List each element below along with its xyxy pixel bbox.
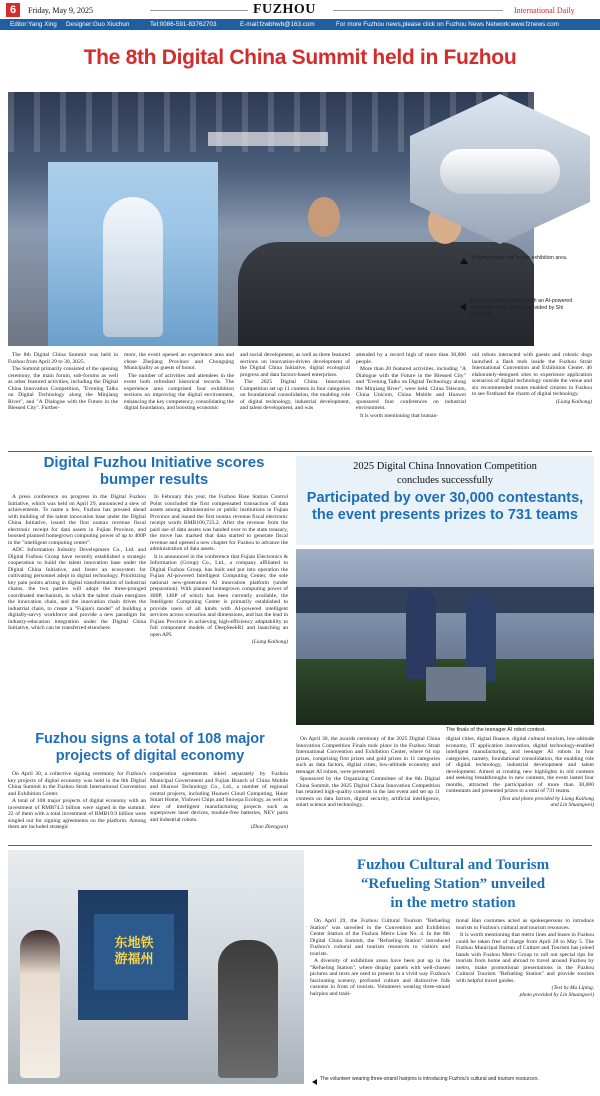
paragraph: digital cities, digital finance, digital cultural tourism, low-altitude economy, IT application innovation, digital technology-enabled intelligent manufacturing, and teenager AI robots in four categories, namely, foundational consolidation, the enabling role of digital technology, industrial development and talent development. Aimed at creating new highlights in old contests and seeking breakthroughs in new contests, the event lasted four months, attracted the participation of more than 30,000 contestants and presented prizes to a total of 731 teams. xyxy=(446,736,594,794)
station-headline-2: “Refueling Station” unveiled xyxy=(360,876,546,892)
volunteer xyxy=(20,930,60,1078)
masthead xyxy=(0,0,600,30)
station-col-2 xyxy=(456,918,594,998)
station-credit-2: photo provided by Lin Shuangwei) xyxy=(519,991,594,998)
station-col-1 xyxy=(310,918,450,998)
competition-headline: Participated by over 30,000 contestants, the event presents prizes to 731 teams xyxy=(306,490,584,523)
paragraph: ADC Information Industry Development Co., Ltd. and Digital Fuzhou Group have recently established a strategic cooperation to build the talent innovation base under the Digital China Initiative, and foster an ecosystem for cultivating personnel adept in digital technology. Prioritizing key pain points arising in digital transformation of industrial chains, the two parties will adopt the three-pronged coordinated mechanism, in which the talent chain energizes the innovation chain, and the innovation chain drives the industrial chain, to create a "Fujian's model" of building a digitally-savvy workforce and provide a new paradigm for industry-education integration under the Digital China Initiative, which can be transferred elsewhere. xyxy=(8,547,146,631)
competition-credit-1: (Text and photo provided by Liang Kaihong xyxy=(499,795,594,802)
competition-kicker-1: 2025 Digital China Innovation Competition xyxy=(353,461,537,472)
email-link[interactable]: E-mail:fzwbhwb@163.com xyxy=(240,21,315,28)
page-number: 6 xyxy=(9,4,17,16)
panel-sign-text: 东地铁 游福州 xyxy=(114,936,154,967)
page-number-badge xyxy=(6,3,20,17)
initiative-col-2 xyxy=(150,494,288,646)
paper-name: FUZHOU xyxy=(253,2,316,17)
lead-credit: (Liang Kaihong) xyxy=(555,398,592,405)
projects-credit: (Zhao Zhengyan) xyxy=(250,824,288,830)
competition-kicker-2: concludes successfully xyxy=(397,475,493,486)
station-headline-3: in the metro station xyxy=(390,895,516,911)
projects-col-2 xyxy=(150,771,288,831)
section-divider xyxy=(8,451,592,452)
lead-col-3 xyxy=(240,352,350,413)
lead-col-2 xyxy=(124,352,234,413)
paragraph: A total of 108 major projects of digital economy with an investment of RMB74.3 billion were signed in the summit. 22 of them with a total investment of RMB19.9 billion were singled out for signing agreements on the platform. Among them are included strategic xyxy=(8,798,146,830)
paragraph: On April 30, the awards ceremony of the 2025 Digital China Innovation Competition Finals took place in the Fuzhou Strait International Convention and Exhibition Center, where 64 top prizes, comprising first prizes and gold prizes in 11 categories such as data factors, digital cities, low-altitude economy and teenager AI robots, were presented. xyxy=(296,736,440,775)
initiative-headline: Digital Fuzhou Initiative scores bumper results xyxy=(43,454,265,488)
paragraph: A diversity of exhibition areas have been put up in the "Refueling Station", where display panels with well-chosen pictures and texts are used to present in a vivid way Fuzhou's fascinating scenery, profound culture and distinctive folk customs in front of tourists. Volunteers wearing three-strand hairpins and tradi- xyxy=(310,958,450,997)
paragraph: It is worth mentioning that metro lines and buses in Fuzhou could be taken free of charge from April 28 to May 5. The Fuzhou Municipal Bureau of Culture and Tourism has joined hands with Fuzhou Metro Group to roll out special tips for tourists from home and abroad to travel around Fuzhou by metro, make promotional presentations in the Fuzhou Cultural Tourism "Refueling Station" and provide tourists with helpful travel guides. xyxy=(456,932,594,984)
caption-arrow-up-icon xyxy=(460,258,468,264)
paragraph: The 8th Digital China Summit was held in Fuzhou from April 29 to 30, 2025. xyxy=(8,352,118,365)
paragraph: attended by a record high of more than 30,000 people. xyxy=(356,352,466,365)
paragraph: On April 29, the Fuzhou Cultural Tourism "Refueling Station" was unveiled in the Convention and Exhibition Center Station of the Fuzhou Metro Line No. 4. In the 8th Digital China Summit, the "Refueling Station" introduced Fuzhou's cultural and tourism resources to visitors and tourists. xyxy=(310,918,450,957)
panel-sign xyxy=(94,914,174,990)
visitors xyxy=(218,940,278,1078)
humanoid-robot xyxy=(103,197,163,337)
visitor-head-1 xyxy=(308,197,340,237)
editor-credit: Editor:Yang Xing xyxy=(10,21,57,28)
station-photo-caption: The volunteer wearing three-strand hairpins is introducing Fuzhou's cultural and tourism resources. xyxy=(320,1076,539,1082)
paragraph: On April 30, a collective signing ceremony for Fuzhou's key projects of digital economy was held in the 8th Digital China Summit in the Fuzhou Strait International Convention and Exhibition Center. xyxy=(8,771,146,797)
initiative-col-1 xyxy=(8,494,146,633)
paragraph: Sponsored by the Organizing Committee of the 8th Digital China Summit, the 2025 Digital China Innovation Competition has retained high-quality contests in the last event and set up 11 contests on data factors, digital security, artificial intelligence, smart science and technology, xyxy=(296,776,440,808)
info-bar xyxy=(0,19,600,30)
projects-col-1 xyxy=(8,771,146,832)
paragraph: In February this year, the Fuzhou Base Station Control Point concluded the first compensated transaction of data assets among administrative or public institutions in Fujian Province and issued the first nontax revenue fiscal electronic receipt worth RMB100,723.2. After the revenue from the paid use of data assets was handed over to the state treasury, the move has marked that data started to generate fiscal revenue and opened a new chapter for Fuzhou to advance the administration of data assets. xyxy=(150,494,288,552)
paragraph: A press conference on progress in the Digital Fuzhou Initiative, which was held on April 29, announced a slew of achievements. To name a few, Fuzhou has pressed ahead with building of the talent innovation base under the Digital China Initiative, issued the first nontax revenue fiscal electronic receipt for data assets in Fujian Province, and boosted planned homegrown computing power of up to 400P in the "intelligent computing center". xyxy=(8,494,146,546)
paragraph: and social development, as well as three featured sections on innovation-driven development of the Digital China Initiative, digital ecological progress and data factors-based enterprises. xyxy=(240,352,350,378)
section-name: International Daily xyxy=(514,6,575,15)
competition-col-2 xyxy=(446,736,594,809)
website-link[interactable]: For more Fuzhou news,please click on Fuzhou News Network:www.fznews.com xyxy=(336,21,559,28)
lead-headline: The 8th Digital China Summit held in Fuzhou xyxy=(83,46,517,69)
paragraph: oid robots interacted with guests and robotic dogs launched a flash mob inside the Fuzhou Strait International Convention and Exhibition Center. 46 elaborately-designed sites to experience application scenarios of digital technology outside the venue and six recommended routes enabled citizens in Fuzhou to see firsthand the charm of digital technology. xyxy=(472,352,592,397)
exhibit-sign xyxy=(208,132,328,146)
lead-col-5 xyxy=(472,352,592,405)
contest-banner xyxy=(296,587,594,613)
designer-credit: Designer:Guo Xiuchun xyxy=(66,21,130,28)
paragraph: The Summit primarily consisted of the opening ceremony, the main forum, sub-forums as well as other featured activities, including the Digital China Innovation Competition, "Evening Talks on Digital Technology along the Minjiang River", and "A Dialogue with the Future in the Blessed City". Further- xyxy=(8,366,118,411)
robot-contest-photo xyxy=(296,549,594,725)
robot-caption: Fuzhou citizens interact with an AI-powered humanoid robot. (Photo provided by Shi Meixiang) xyxy=(470,298,573,318)
lead-col-1 xyxy=(8,352,118,413)
paragraph: It is worth mentioning that human- xyxy=(360,412,439,419)
station-credit-1: (Text by Ma Liping, xyxy=(551,985,594,991)
competition-col-1 xyxy=(296,736,440,810)
section-divider xyxy=(8,845,592,846)
caption-arrow-left-icon xyxy=(312,1079,317,1085)
sports-car-caption: "A flying sports car" in the exhibition area. xyxy=(470,255,568,261)
competition-robot xyxy=(426,667,486,701)
initiative-credit: (Liang Kaihong) xyxy=(251,639,288,645)
student-1 xyxy=(406,589,436,679)
caption-arrow-left-icon xyxy=(460,303,466,311)
paragraph: More than 20 featured activities, including "A Dialogue with the Future in the Blessed City" and "Evening Talks on Digital Technology along the Minjiang River", were held. China Telecom, China Unicom, China Mobile and Huawei sponsored four conferences on industrial environment. xyxy=(356,366,466,411)
contest-photo-caption: The finals of the teenager AI robot contest. xyxy=(446,727,546,733)
paragraph: more, the event opened an experience area and chose Zhejiang Province and Chongqing Municipality as guests of honor. xyxy=(124,352,234,371)
competition-credit-2: and Lin Shuangwei) xyxy=(550,802,594,808)
paragraph: The number of activities and attendees in the event both refreshed historical records. The experience area comprised four exhibition sections on improving the digital environment, enhancing the key competency, consolidating the digital foundation, and boosting economic xyxy=(124,372,234,411)
paragraph: cooperation agreements inked separately by Fuzhou Municipal Government and Fujian Branch of China Mobile and Huawei Technology Co., Ltd., a number of regional central projects, including Huawei Cloud Computing, Haier Smart Home, Yinhwei Chips and Snowpa Ecology, as well as slew of intelligent manufacturing projects such as superpower laser devices, module-free batteries, NEV parts and industrial robots. xyxy=(150,771,288,823)
flying-car xyxy=(440,149,560,194)
masthead-rule-left xyxy=(150,10,248,11)
paragraph: The 2025 Digital China Innovation Competition set up 11 contests in four categories on foundational consolidation, the enabling role of digital technology, industrial development, and talent development, and was xyxy=(240,379,350,411)
projects-headline: Fuzhou signs a total of 108 major projects of digital economy xyxy=(35,731,265,764)
lead-col-4 xyxy=(356,352,466,420)
masthead-rule-right xyxy=(333,10,503,11)
metro-station-photo xyxy=(8,850,304,1084)
station-headline-1: Fuzhou Cultural and Tourism xyxy=(356,857,550,873)
paragraph: It is announced in the conference that Fujian Electronics & Information (Group) Co., Ltd., a company affiliated to Digital Fuzhou Group, has built and put into operation the Fujian AI-powered Intelligent Computing Center, the sole national new-generation AI innovation platform (under preparation). With planned homegrown computing power of 400P, 140P of which has been currently available, the Intelligent Computing Center is primarily established to provide users of all kinds with AI-powered intelligent services across scenarios and dimensions, and has the lead in Fujian Province in achieving high-efficiency adaptability to full component models of DeepSeekR1 and launching an open API. xyxy=(150,553,288,638)
paragraph: tional Han costumes acted as spokespersons to introduce tourists to Fuzhou's cultural and tourism resources. xyxy=(456,918,594,931)
issue-date: Friday, May 9, 2025 xyxy=(28,6,94,15)
tel-info: Tel:0086-591-83762703 xyxy=(150,21,217,28)
